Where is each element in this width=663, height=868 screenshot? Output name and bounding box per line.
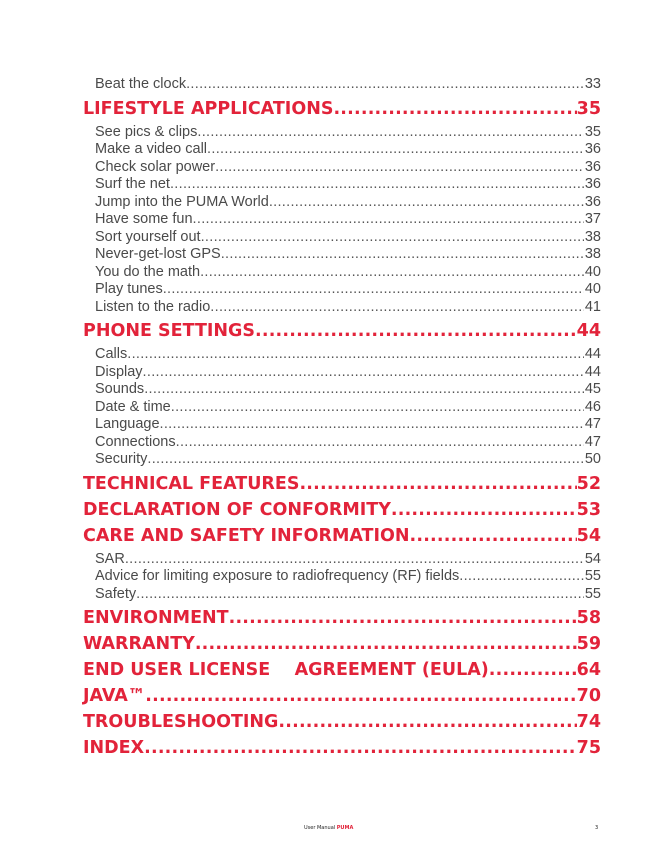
- toc-entry[interactable]: [83, 124, 601, 142]
- dot-leader: [278, 709, 576, 735]
- toc-entry[interactable]: [83, 434, 601, 452]
- toc-entry-page: 44: [584, 346, 601, 362]
- dot-leader: [255, 318, 577, 344]
- toc-entry-page: 70: [576, 686, 601, 706]
- toc-section-entry[interactable]: [83, 631, 601, 657]
- toc-entry-page: 41: [584, 298, 601, 315]
- toc-entry-label: See pics & clips: [95, 123, 198, 140]
- toc-entry[interactable]: [83, 194, 601, 212]
- dot-leader: [144, 381, 584, 399]
- footer-manual-label: User Manual: [304, 825, 336, 831]
- toc-entry-page: 44: [576, 321, 601, 341]
- dot-leader: [163, 281, 584, 299]
- toc-entry-page: 59: [576, 634, 601, 654]
- toc-section-entry[interactable]: [83, 657, 601, 683]
- toc-entry-page: 75: [576, 738, 601, 758]
- footer-brand: PUMA: [336, 825, 354, 831]
- dot-leader: [459, 568, 584, 586]
- toc-entry-label: LIFESTYLE APPLICATIONS: [83, 98, 334, 119]
- dot-leader: [143, 364, 584, 382]
- toc-entry[interactable]: [83, 141, 601, 159]
- dot-leader: [195, 631, 577, 657]
- toc-entry-page: 35: [576, 98, 601, 119]
- toc-entry-label: ENVIRONMENT: [83, 608, 229, 628]
- dot-leader: [410, 523, 577, 549]
- toc-entry[interactable]: [83, 176, 601, 194]
- toc-entry-label: PHONE SETTINGS: [83, 321, 256, 341]
- toc-entry-page: 44: [584, 363, 601, 380]
- toc-entry[interactable]: [83, 416, 601, 434]
- toc-entry[interactable]: [83, 76, 601, 94]
- toc-entry-page: 55: [584, 585, 601, 602]
- dot-leader: [176, 434, 584, 452]
- dot-leader: [229, 605, 577, 631]
- dot-leader: [170, 176, 584, 194]
- toc-entry[interactable]: [83, 264, 601, 282]
- dot-leader: [333, 96, 576, 122]
- dot-leader: [391, 497, 577, 523]
- toc-entry-page: 54: [584, 550, 601, 567]
- toc-section-entry[interactable]: [83, 497, 601, 523]
- toc-entry-label: Have some fun: [95, 211, 193, 227]
- dot-leader: [201, 229, 584, 247]
- dot-leader: [215, 159, 584, 177]
- dot-leader: [207, 141, 584, 159]
- toc-section-entry[interactable]: [83, 735, 601, 761]
- toc-entry[interactable]: [83, 159, 601, 177]
- toc-section-entry[interactable]: [83, 471, 601, 497]
- dot-leader: [127, 346, 584, 364]
- toc-entry-page: 33: [584, 76, 601, 92]
- toc-entry-label: Sort yourself out: [95, 228, 201, 245]
- toc-entry-label: WARRANTY: [83, 634, 195, 654]
- toc-entry-label: Never-get-lost GPS: [95, 246, 221, 262]
- toc-entry-page: 50: [584, 451, 601, 467]
- toc-entry[interactable]: [83, 246, 601, 264]
- toc-entry[interactable]: [83, 346, 601, 364]
- toc-section-entry[interactable]: [83, 96, 601, 122]
- toc-entry-page: 45: [584, 381, 601, 397]
- dot-leader: [489, 657, 577, 683]
- toc-entry-label: Language: [95, 416, 160, 432]
- dot-leader: [193, 211, 584, 229]
- dot-leader: [269, 194, 584, 212]
- toc-entry-label: Date & time: [95, 398, 171, 415]
- toc-entry-label: INDEX: [83, 738, 145, 758]
- toc-entry-label: SAR: [95, 550, 125, 567]
- toc-entry-label: Calls: [95, 346, 128, 362]
- toc-section-entry[interactable]: [83, 523, 601, 549]
- toc-entry-page: 38: [584, 246, 601, 262]
- toc-entry-label: Check solar power: [95, 158, 216, 175]
- toc-entry[interactable]: [83, 586, 601, 604]
- toc-entry-page: 35: [584, 123, 601, 140]
- toc-entry[interactable]: [83, 299, 601, 317]
- toc-entry-page: 53: [576, 499, 601, 520]
- toc-entry-page: 47: [584, 416, 601, 432]
- toc-entry-label: Surf the net: [95, 176, 170, 192]
- toc-entry-page: 47: [584, 433, 601, 450]
- toc-entry-label: DECLARATION OF CONFORMITY: [83, 499, 391, 520]
- toc-entry-label: Make a video call: [95, 141, 208, 157]
- toc-entry-label: Play tunes: [95, 281, 163, 297]
- dot-leader: [160, 416, 584, 434]
- toc-entry[interactable]: [83, 229, 601, 247]
- toc-entry[interactable]: [83, 211, 601, 229]
- toc-entry-label: TROUBLESHOOTING: [83, 712, 279, 732]
- toc-entry-label: Display: [95, 363, 143, 380]
- footer-manual-title: [304, 822, 353, 834]
- toc-entry-label: Sounds: [95, 381, 145, 397]
- dot-leader: [200, 264, 584, 282]
- toc-entry-label: CARE AND SAFETY INFORMATION: [83, 525, 410, 546]
- toc-entry[interactable]: [83, 551, 601, 569]
- toc-entry-page: 36: [584, 193, 601, 210]
- toc-entry[interactable]: [83, 451, 601, 469]
- toc-entry-label: You do the math: [95, 263, 201, 280]
- toc-entry-label: Jump into the PUMA World: [95, 193, 269, 210]
- toc-entry-page: 36: [584, 176, 601, 192]
- toc-section-entry[interactable]: [83, 709, 601, 735]
- dot-leader: [136, 586, 584, 604]
- dot-leader: [147, 451, 583, 469]
- toc-entry[interactable]: [83, 399, 601, 417]
- toc-entry[interactable]: [83, 281, 601, 299]
- toc-entry-label: END USER LICENSE AGREEMENT (EULA): [83, 660, 489, 680]
- dot-leader: [221, 246, 584, 264]
- table-of-contents: [83, 76, 601, 761]
- toc-section-entry[interactable]: [83, 605, 601, 631]
- toc-entry-label: Beat the clock: [95, 76, 187, 92]
- dot-leader: [186, 76, 584, 94]
- toc-entry-label: Connections: [95, 433, 176, 450]
- toc-entry-label: TECHNICAL FEATURES: [83, 473, 300, 494]
- toc-entry-page: 38: [584, 228, 601, 245]
- toc-entry-label: Listen to the radio: [95, 298, 211, 315]
- dot-leader: [125, 551, 584, 569]
- toc-entry-label: Safety: [95, 585, 137, 602]
- toc-entry-page: 46: [584, 398, 601, 415]
- dot-leader: [144, 735, 577, 761]
- dot-leader: [299, 471, 576, 497]
- toc-entry-page: 64: [576, 660, 601, 680]
- toc-section-entry[interactable]: [83, 318, 601, 344]
- toc-section-entry[interactable]: [83, 683, 601, 709]
- footer-page-number: 3: [595, 825, 599, 831]
- toc-entry-page: 40: [584, 281, 601, 297]
- toc-entry-page: 55: [584, 568, 601, 584]
- toc-entry-label: JAVA™: [83, 686, 146, 706]
- toc-entry-page: 52: [576, 473, 601, 494]
- toc-entry-label: Advice for limiting exposure to radiofrequency (RF) fields: [95, 568, 460, 584]
- dot-leader: [210, 299, 584, 317]
- toc-entry[interactable]: [83, 381, 601, 399]
- toc-entry-page: 40: [584, 263, 601, 280]
- toc-entry-page: 74: [576, 712, 601, 732]
- toc-entry-page: 36: [584, 141, 601, 157]
- page-footer: [0, 822, 663, 834]
- dot-leader: [197, 124, 584, 142]
- toc-entry-page: 54: [576, 525, 601, 546]
- toc-entry[interactable]: [83, 568, 601, 586]
- dot-leader: [171, 399, 584, 417]
- toc-entry-page: 37: [584, 211, 601, 227]
- toc-entry-page: 36: [584, 158, 601, 175]
- toc-entry[interactable]: [83, 364, 601, 382]
- dot-leader: [145, 683, 576, 709]
- toc-entry-label: Security: [95, 451, 148, 467]
- toc-entry-page: 58: [576, 608, 601, 628]
